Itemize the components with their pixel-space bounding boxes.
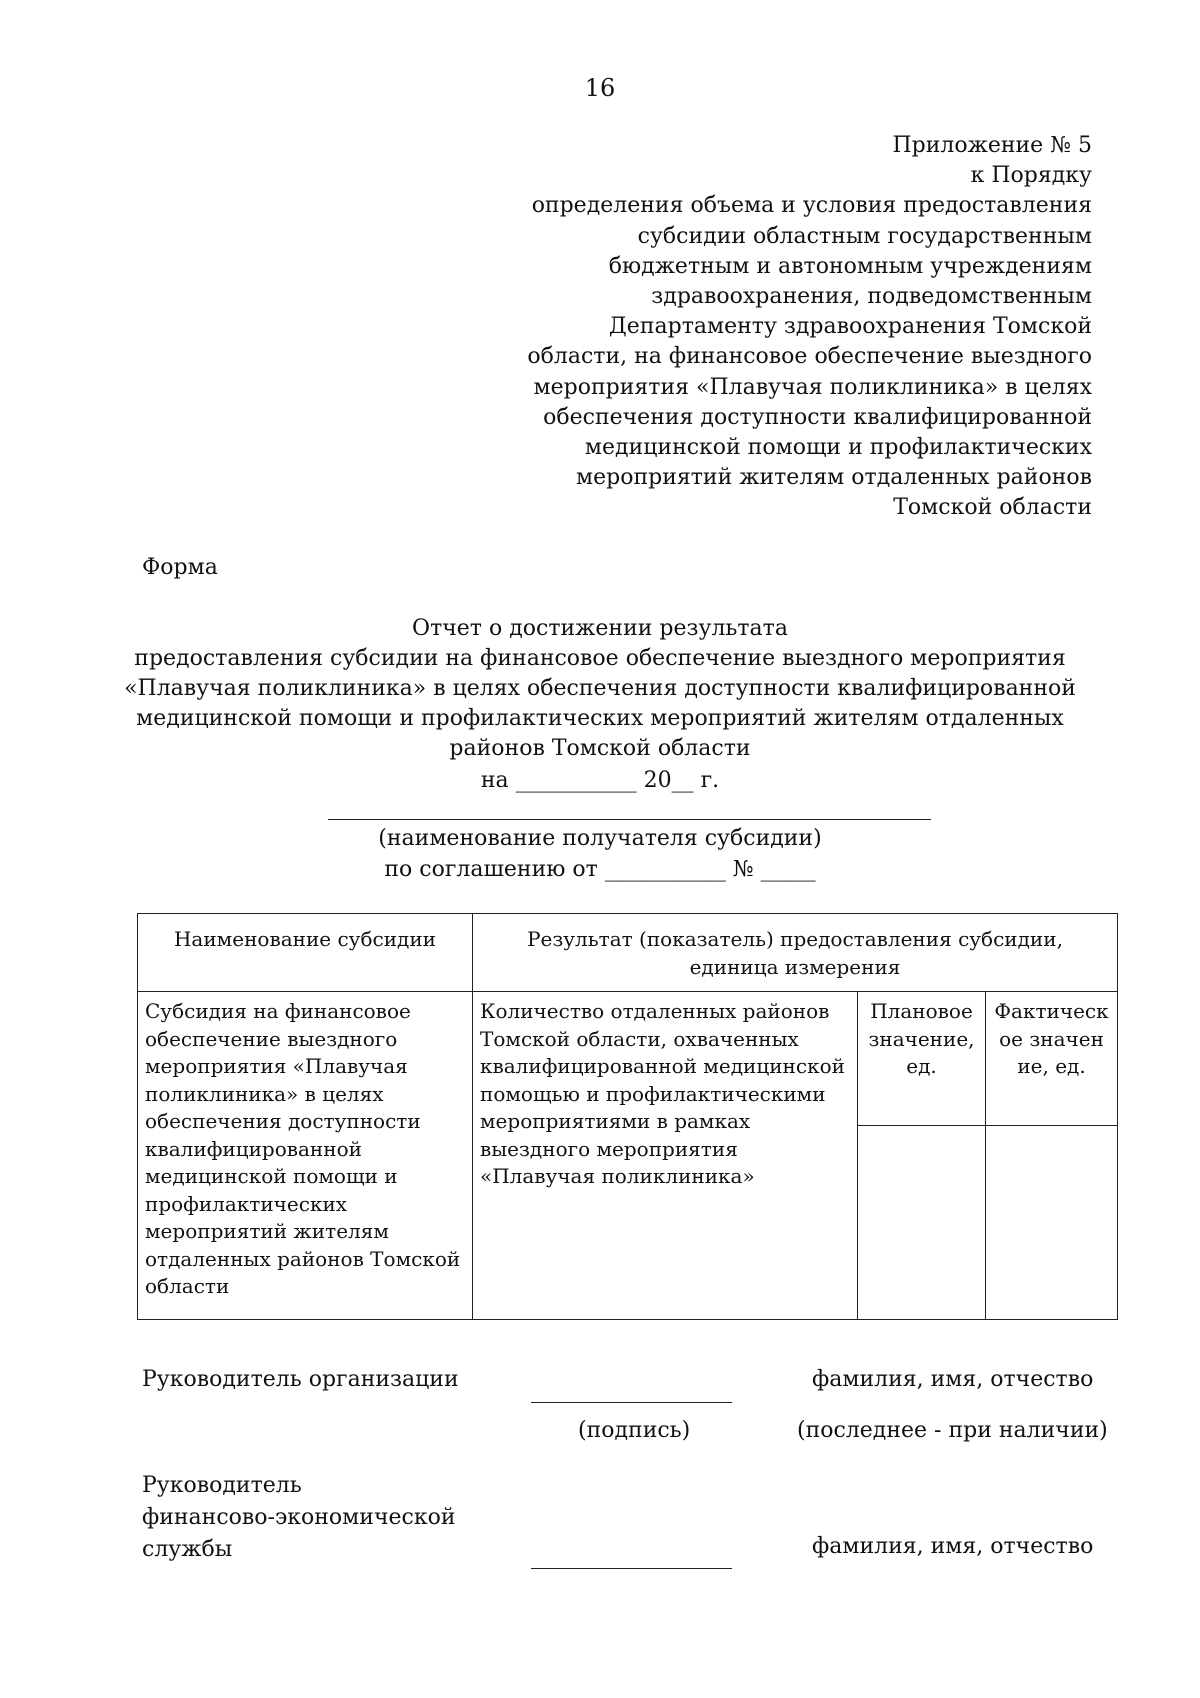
appendix-line: здравоохранения, подведомственным bbox=[651, 284, 1092, 310]
report-title-line: районов Томской области bbox=[449, 736, 751, 761]
signature-caption: (подпись) bbox=[578, 1418, 691, 1443]
appendix-line: Департаменту здравоохранения Томской bbox=[608, 314, 1092, 340]
appendix-block bbox=[472, 131, 1092, 524]
report-title-line: «Плавучая поликлиника» в целях обеспечения доступности квалифицированной bbox=[124, 676, 1076, 701]
head-signature-line[interactable] bbox=[531, 1402, 732, 1403]
actual-value-header: Фактическое значение, ед. bbox=[986, 992, 1118, 1126]
appendix-line: медицинской помощи и профилактических bbox=[584, 435, 1092, 461]
indicator-cell: Количество отдаленных районов Томской области, охваченных квалифицированной медицинской помощью и профилактическими мероприятиями в рамках выездного мероприятия «Плавучая поликлиника» bbox=[473, 992, 858, 1320]
finance-head-label bbox=[142, 1470, 456, 1566]
recipient-name-line bbox=[328, 819, 931, 820]
appendix-line: обеспечения доступности квалифицированной bbox=[543, 404, 1092, 430]
planned-value-cell[interactable] bbox=[858, 1126, 986, 1320]
actual-value-cell[interactable] bbox=[986, 1126, 1118, 1320]
header-subsidy-name: Наименование субсидии bbox=[138, 914, 473, 992]
finance-name-caption: фамилия, имя, отчество bbox=[812, 1534, 1094, 1559]
table-row bbox=[138, 992, 1118, 1126]
report-title bbox=[0, 614, 1200, 796]
appendix-line: определения объема и условия предоставления bbox=[531, 193, 1092, 219]
report-title-line: медицинской помощи и профилактических мероприятий жителям отдаленных bbox=[136, 706, 1064, 731]
appendix-line: к Порядку bbox=[970, 163, 1092, 189]
patronymic-note: (последнее - при наличии) bbox=[797, 1418, 1108, 1443]
head-label: Руководитель организации bbox=[142, 1367, 459, 1392]
report-date-line: на ___________ 20__ г. bbox=[480, 768, 720, 793]
form-label: Форма bbox=[142, 555, 218, 580]
page-number: 16 bbox=[584, 74, 616, 102]
appendix-line: субсидии областным государственным bbox=[637, 223, 1092, 249]
appendix-line: области, на финансовое обеспечение выездного bbox=[527, 344, 1092, 370]
appendix-line: Томской области bbox=[893, 495, 1092, 521]
appendix-line: мероприятий жителям отдаленных районов bbox=[575, 465, 1092, 491]
table-header-row bbox=[138, 914, 1118, 992]
finance-head-label-line: службы bbox=[142, 1537, 233, 1562]
report-title-line: Отчет о достижении результата bbox=[412, 616, 788, 641]
appendix-line: бюджетным и автономным учреждениям bbox=[608, 253, 1092, 279]
recipient-caption: (наименование получателя субсидии) bbox=[378, 826, 822, 851]
finance-signature-line[interactable] bbox=[531, 1568, 732, 1569]
report-table bbox=[137, 913, 1118, 1320]
subsidy-name-cell: Субсидия на финансовое обеспечение выездного мероприятия «Плавучая поликлиника» в целях обеспечения доступности квалифицированной медицинской помощи и профилактических мероприятий жителям отдаленных районов Томской области bbox=[138, 992, 473, 1320]
appendix-line: мероприятия «Плавучая поликлиника» в целях bbox=[533, 374, 1092, 400]
planned-value-header: Плановое значение, ед. bbox=[858, 992, 986, 1126]
header-result: Результат (показатель) предоставления субсидии, единица измерения bbox=[473, 914, 1118, 992]
report-title-line: предоставления субсидии на финансовое обеспечение выездного мероприятия bbox=[134, 646, 1066, 671]
head-name-caption: фамилия, имя, отчество bbox=[812, 1367, 1094, 1392]
finance-head-label-line: финансово-экономической bbox=[142, 1505, 456, 1530]
finance-head-label-line: Руководитель bbox=[142, 1473, 302, 1498]
appendix-line: Приложение № 5 bbox=[892, 133, 1092, 158]
agreement-line: по соглашению от ___________ № _____ bbox=[384, 857, 816, 882]
